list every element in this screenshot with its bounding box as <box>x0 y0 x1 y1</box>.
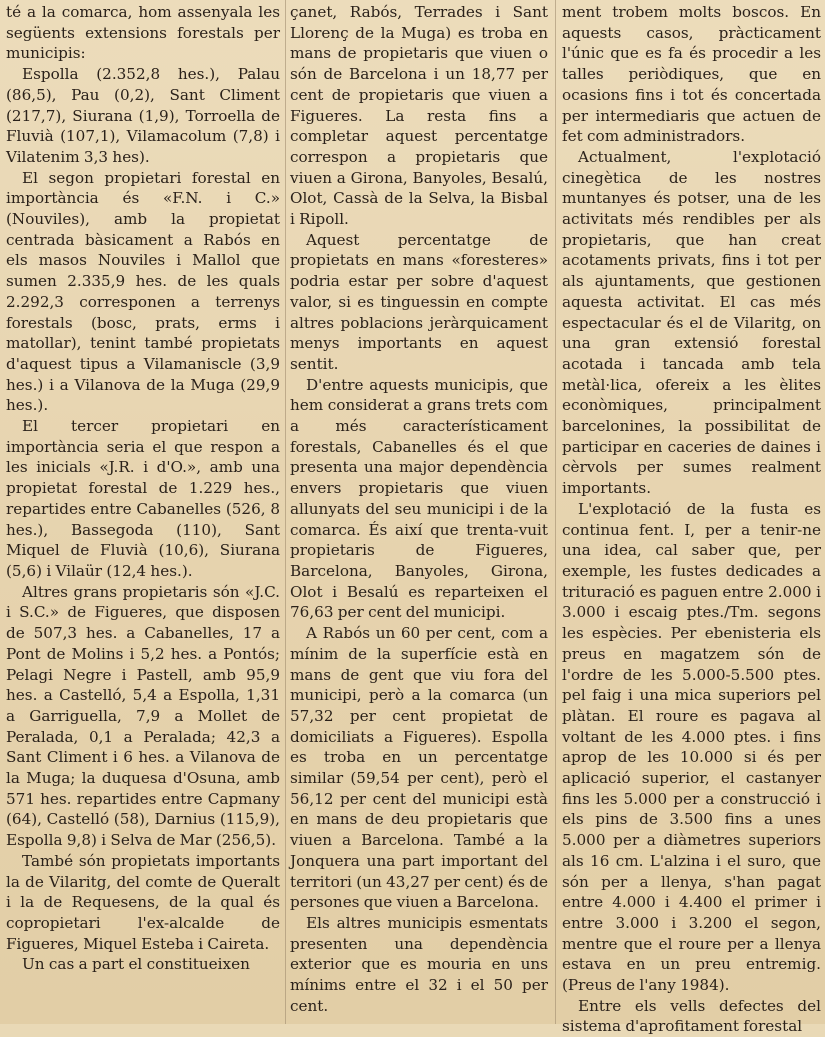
paragraph: çanet, Rabós, Terrades i Sant Llorenç de la Muga) es troba en mans de propietaris que viuen o són de Barcelona i un 18,77 per cent de propietaris que viuen a Figueres. La resta fins a completar aquest percentatge correspon a propietaris que viuen a Girona, Banyoles, Besalú, Olot, Cassà de la Selva, la Bisbal i Ripoll. <box>290 3 548 229</box>
paragraph: Altres grans propietaris són «J.C. i S.C.» de Figueres, que disposen de 507,3 hes. a Cabanelles, 17 a Pont de Molins i 5,2 hes. a Pontós; Pelagi Negre i Pastell, amb 95,9 hes. a Castelló, 5,4 a Espolla, 1,31 a Garriguella, 7,9 a Mollet de Peralada, 0,1 a Peralada; 42,3 a Sant Climent i 6 hes. a Vilanova de la Muga; la duquesa d'Osuna, amb 571 hes. repartides entre Capmany (64), Castelló (58), Darnius (115,9), Espolla 9,8) i Selva de Mar (256,5). <box>6 582 280 850</box>
paragraph: Aquest percentatge de propietats en mans «foresteres» podria estar per sobre d'aquest valor, si es tinguessin en compte altres poblacions jeràrquicament menys importants en aquest sentit. <box>290 230 548 373</box>
paragraph: Els altres municipis esmentats presenten una dependència exterior que es mouria en uns mínims entre el 32 i el 50 per cent. <box>290 913 548 1015</box>
paragraph: Entre els vells defectes del sistema d'aprofitament forestal <box>562 996 821 1036</box>
paragraph: Un cas a part el constitueixen <box>22 955 250 974</box>
paragraph: Actualment, l'explotació cinegètica de les nostres muntanyes és potser, una de les activitats més rendibles per als propietaris, que han creat acotaments privats, fins i tot per als ajuntaments, que gestionen aquesta activitat. El cas més espectacular és el de Vilaritg, on una gran extensió forestal acotada i tancada amb tela metàl·lica, ofereix a les èlites econòmiques, principalment barcelonines, la possibilitat de participar en caceries de daines i cèrvols per sumes realment importants. <box>562 147 821 498</box>
paragraph: També són propietats importants la de Vilaritg, del comte de Queralt i la de Requesens, de la qual és copropietari l'ex-alcalde de Figueres, Miquel Esteba i Caireta. <box>6 851 280 953</box>
paragraph: D'entre aquests municipis, que hem considerat a grans trets com a més característicament forestals, Cabanelles és el que presenta una major dependència envers propietaris que viuen allunyats del seu municipi i de la comarca. És així que trenta-vuit propietaris de Figueres, Barcelona, Banyoles, Girona, Olot i Besalú es reparteixen el 76,63 per cent del municipi. <box>290 375 548 622</box>
paragraph: A Rabós un 60 per cent, com a mínim de la superfície està en mans de gent que viu fora del municipi, però a la comarca (un 57,32 per cent propietat de domiciliats a Figueres). Espolla es troba en un percentatge similar (59,54 per cent), però el 56,12 per cent del municipi està en mans de deu propietaris que viuen a Barcelona. També a la Jonquera una part important del territori (un 43,27 per cent) és de persones que viuen a Barcelona. <box>290 624 548 912</box>
paragraph: ment trobem molts boscos. En aquests casos, pràcticament l'únic que es fa és procedir a les talles periòdiques, que en ocasions fins i tot és concertada per intermediaris que actuen de fet com administradors. <box>562 3 821 146</box>
text-column-2 <box>290 0 548 1024</box>
paragraph: L'explotació de la fusta es continua fent. I, per a tenir-ne una idea, cal saber que, per exemple, les fustes dedicades a trituració es paguen entre 2.000 i 3.000 i escaig ptes./Tm. segons les espècies. Per ebenisteria els preus en magatzem són de l'ordre de les 5.000-5.500 ptes. pel faig i una mica superiors pel plàtan. El roure es pagava al voltant de les 4.000 ptes. i fins aprop de les 10.000 si és per aplicació superior, el castanyer fins les 5.000 per a construcció i els pins de 3.500 fins a unes 5.000 per a diàmetres superiors als 16 cm. L'alzina i el suro, que són per a llenya, s'han pagat entre 4.000 i 4.400 el primer i entre 3.000 i 3.200 el segon, mentre que el roure per a llenya estava en un preu entremig. (Preus de l'any 1984). <box>562 499 821 995</box>
paragraph: El tercer propietari en importància seria el que respon a les inicials «J.R. i d'O.», amb una propietat forestal de 1.229 hes., repartides entre Cabanelles (526, 8 hes.), Bassegoda (110), Sant Miquel de Fluvià (10,6), Siurana (5,6) i Vilaür (12,4 hes.). <box>6 417 280 580</box>
text-column-3 <box>562 0 821 1036</box>
paragraph: El segon propietari forestal en importància és «F.N. i C.» (Nouviles), amb la propietat centrada bàsicament a Rabós en els masos Nouviles i Mallol que sumen 2.335,9 hes. de les quals 2.292,3 corresponen a terrenys forestals (bosc, prats, erms i matollar), tenint també propietats d'aquest tipus a Vilamaniscle (3,9 hes.) i a Vilanova de la Muga (29,9 hes.). <box>6 168 280 415</box>
column-divider <box>555 0 556 1024</box>
paragraph: té a la comarca, hom assenyala les següents extensions forestals per municipis: <box>6 3 280 63</box>
text-column-1 <box>6 0 280 1024</box>
paragraph: Espolla (2.352,8 hes.), Palau (86,5), Pau (0,2), Sant Climent (217,7), Siurana (1,9), Torroella de Fluvià (107,1), Vilamacolum (7,8) i Vilatenim 3,3 hes). <box>6 65 280 166</box>
column-divider <box>285 0 286 1024</box>
